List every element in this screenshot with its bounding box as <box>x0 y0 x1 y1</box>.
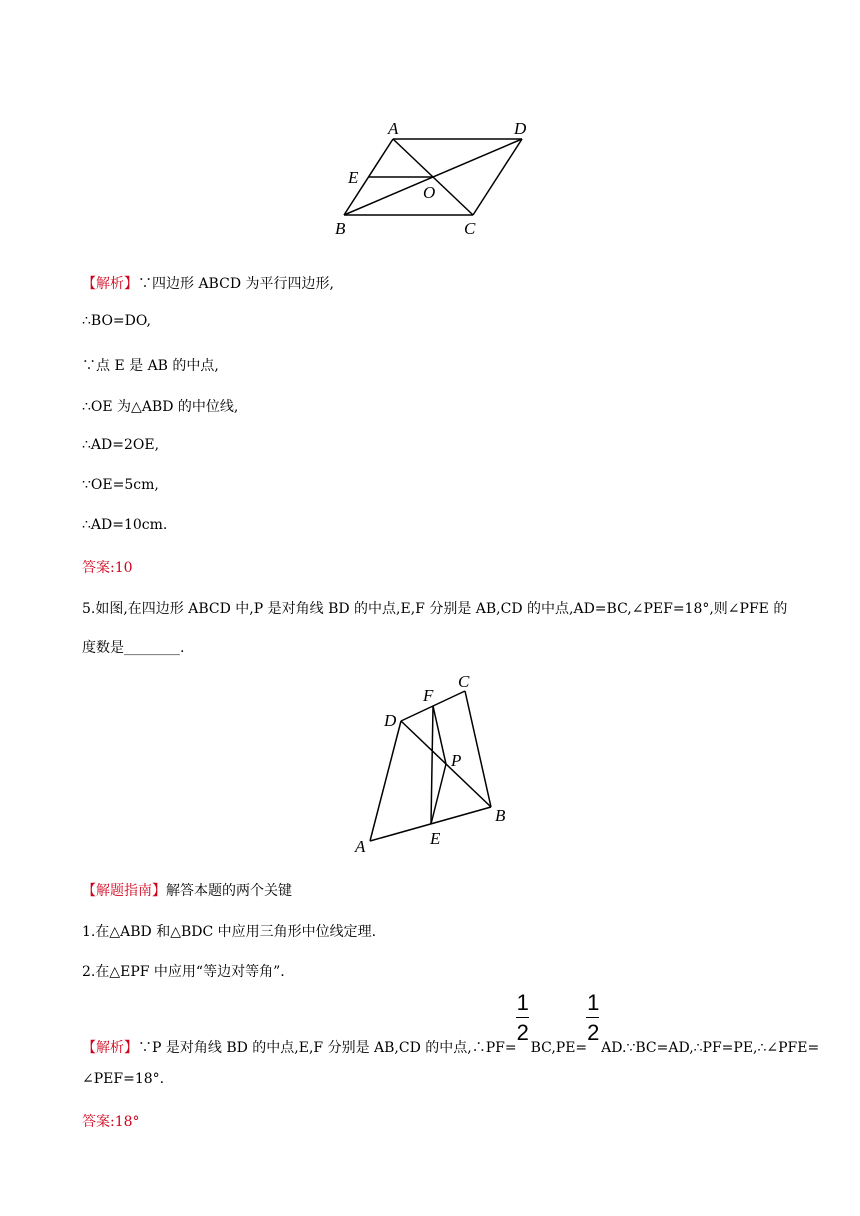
frac-bar-2 <box>586 1017 599 1018</box>
solution1-line4: ∴OE 为△ABD 的中位线, <box>82 399 239 415</box>
label-e: E <box>348 168 359 187</box>
solution2-part2: BC,PE= <box>530 1040 588 1056</box>
answer1: 答案:10 <box>82 560 133 576</box>
solution-tag: 【解析】 <box>82 276 138 292</box>
segment-pe <box>431 764 446 824</box>
solution2-part3: AD.∵BC=AD,∴PF=PE,∴∠PFE= <box>601 1040 820 1056</box>
label-a: A <box>388 119 399 138</box>
label-c: C <box>458 672 470 691</box>
guide-heading <box>82 880 292 900</box>
frac-bar <box>516 1017 529 1018</box>
label-b: B <box>495 806 506 825</box>
solution2-line1 <box>82 990 820 1057</box>
fraction-one-half <box>516 990 531 1052</box>
solution1-line5: ∴AD=2OE, <box>82 437 160 453</box>
label-a: A <box>355 837 366 856</box>
segment-fp <box>433 706 446 764</box>
solution1-line2: ∴BO=DO, <box>82 313 151 329</box>
solution1-line6: ∵OE=5cm, <box>82 477 159 493</box>
frac-den-2: 2 <box>587 1020 600 1045</box>
label-o: O <box>423 183 436 202</box>
solution2-part1: ∵P 是对角线 BD 的中点,E,F 分别是 AB,CD 的中点,∴PF= <box>138 1040 517 1056</box>
frac-den: 2 <box>516 1020 529 1045</box>
guide-tag: 【解题指南】 <box>82 883 166 899</box>
frac-num: 1 <box>516 990 529 1015</box>
guide-item2: 2.在△EPF 中应用“等边对等角”. <box>82 964 285 980</box>
label-d: D <box>514 119 527 138</box>
solution2-tag: 【解析】 <box>82 1040 138 1056</box>
segment-ef <box>431 706 433 824</box>
label-c: C <box>464 219 476 238</box>
solution2-line2: ∠PEF=18°. <box>82 1071 165 1087</box>
guide-title: 解答本题的两个关键 <box>166 883 292 899</box>
segment-da <box>370 721 401 841</box>
solution1-line3: ∵点 E 是 AB 的中点, <box>82 358 219 374</box>
problem5-line1: 5.如图,在四边形 ABCD 中,P 是对角线 BD 的中点,E,F 分别是 AB,CD 的中点,AD=BC,∠PEF=18°,则∠PFE 的 <box>82 601 788 617</box>
segment-bc <box>465 691 491 807</box>
guide-item1: 1.在△ABD 和△BDC 中应用三角形中位线定理. <box>82 924 377 940</box>
answer2: 答案:18° <box>82 1114 140 1130</box>
label-p: P <box>451 751 462 770</box>
fraction-one-half-2 <box>587 990 601 1052</box>
label-d: D <box>384 711 397 730</box>
label-b: B <box>335 219 346 238</box>
frac-num-2: 1 <box>587 990 600 1015</box>
problem5-line2: 度数是________. <box>82 640 185 656</box>
solution1-line7: ∴AD=10cm. <box>82 517 168 533</box>
label-f: F <box>423 686 434 705</box>
label-e: E <box>430 829 441 848</box>
solution-text: ∵四边形 ABCD 为平行四边形, <box>138 276 334 292</box>
